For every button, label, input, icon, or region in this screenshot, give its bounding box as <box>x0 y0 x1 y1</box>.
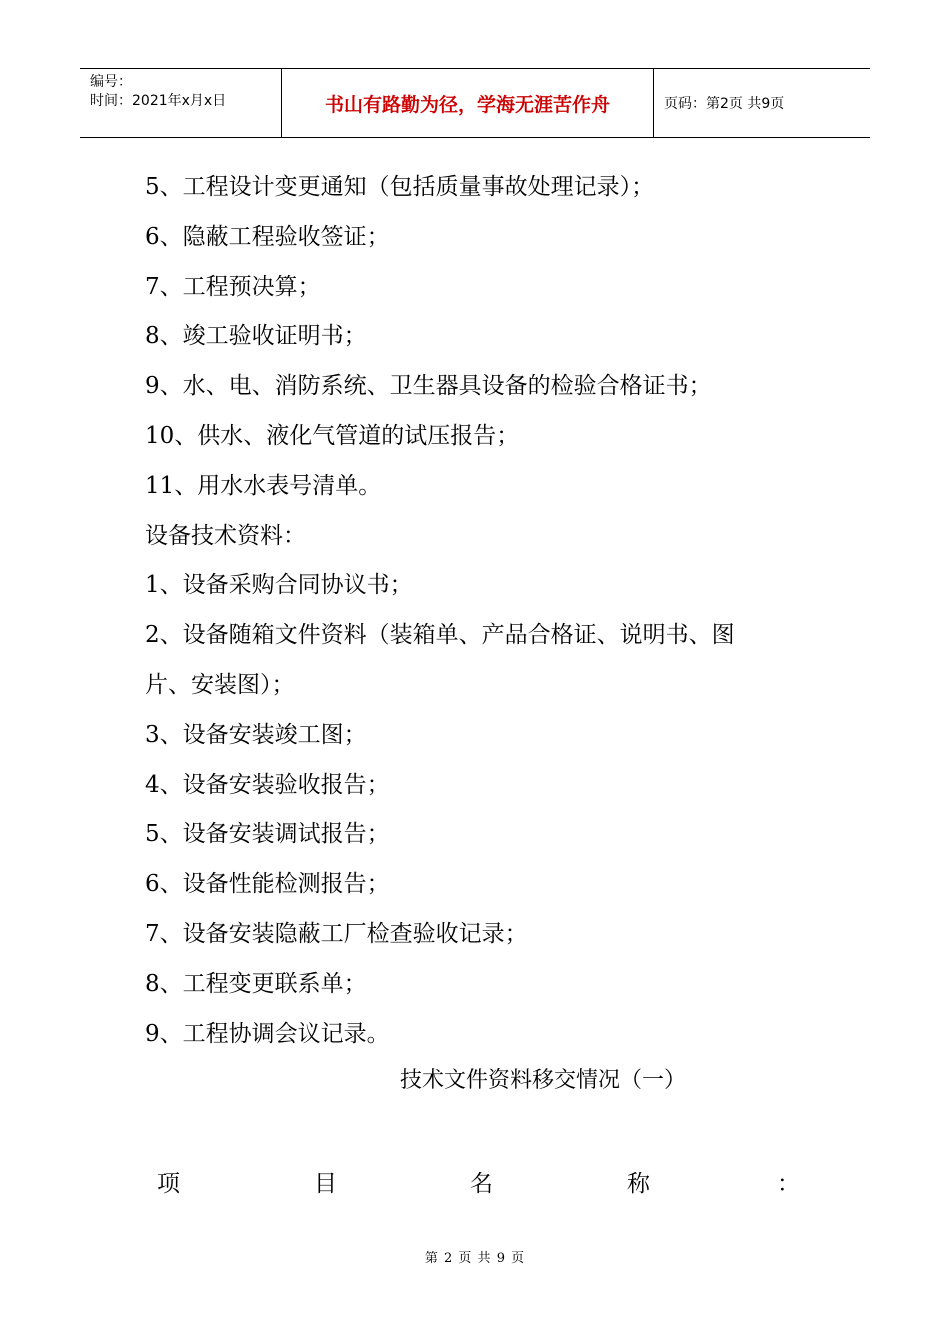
header-motto: 书山有路勤为径，学海无涯苦作舟 <box>282 69 654 137</box>
list-item: 7、工程预决算； <box>145 273 321 300</box>
list-item: 6、隐蔽工程验收签证； <box>145 223 390 250</box>
header-meta-cell <box>80 69 282 137</box>
list-item-continuation: 片、安装图）； <box>145 671 295 698</box>
list-item: 10、供水、液化气管道的试压报告； <box>145 422 520 449</box>
list-item: 9、水、电、消防系统、卫生器具设备的检验合格证书； <box>145 373 712 400</box>
list-item: 7、设备安装隐蔽工厂检查验收记录； <box>145 920 528 947</box>
page-header <box>80 68 870 138</box>
document-body <box>145 163 805 1059</box>
project-name-char: 称 <box>627 1171 650 1197</box>
project-name-char: 目 <box>314 1171 337 1197</box>
list-item: 3、设备安装竣工图； <box>145 721 367 748</box>
table-title: 技术文件资料移交情况（一） <box>400 1068 687 1093</box>
list-item: 6、设备性能检测报告； <box>145 871 390 898</box>
list-item: 8、工程变更联系单； <box>145 970 367 997</box>
project-name-char: 项 <box>157 1171 180 1197</box>
section-heading: 设备技术资料： <box>145 522 306 549</box>
list-item: 5、设备安装调试报告； <box>145 821 390 848</box>
list-item: 1、设备采购合同协议书； <box>145 572 413 599</box>
list-item: 5、工程设计变更通知（包括质量事故处理记录）； <box>145 174 655 200</box>
list-item: 11、用水水表号清单。 <box>145 472 382 499</box>
list-item: 4、设备安装验收报告； <box>145 771 390 798</box>
document-time-label: 时间：2021年x月x日 <box>90 93 227 109</box>
page-footer: 第 2 页 共 9 页 <box>424 1251 526 1266</box>
document-number-label: 编号： <box>90 74 132 90</box>
header-page-info: 页码：第2页 共9页 <box>664 96 785 112</box>
project-name-label <box>157 1165 800 1197</box>
list-item: 2、设备随箱文件资料（装箱单、产品合格证、说明书、图 <box>145 622 735 649</box>
project-name-char: 名 <box>470 1171 493 1197</box>
list-item: 8、竣工验收证明书； <box>145 323 367 350</box>
project-name-char: ： <box>777 1171 800 1197</box>
list-item: 9、工程协调会议记录。 <box>145 1020 390 1047</box>
